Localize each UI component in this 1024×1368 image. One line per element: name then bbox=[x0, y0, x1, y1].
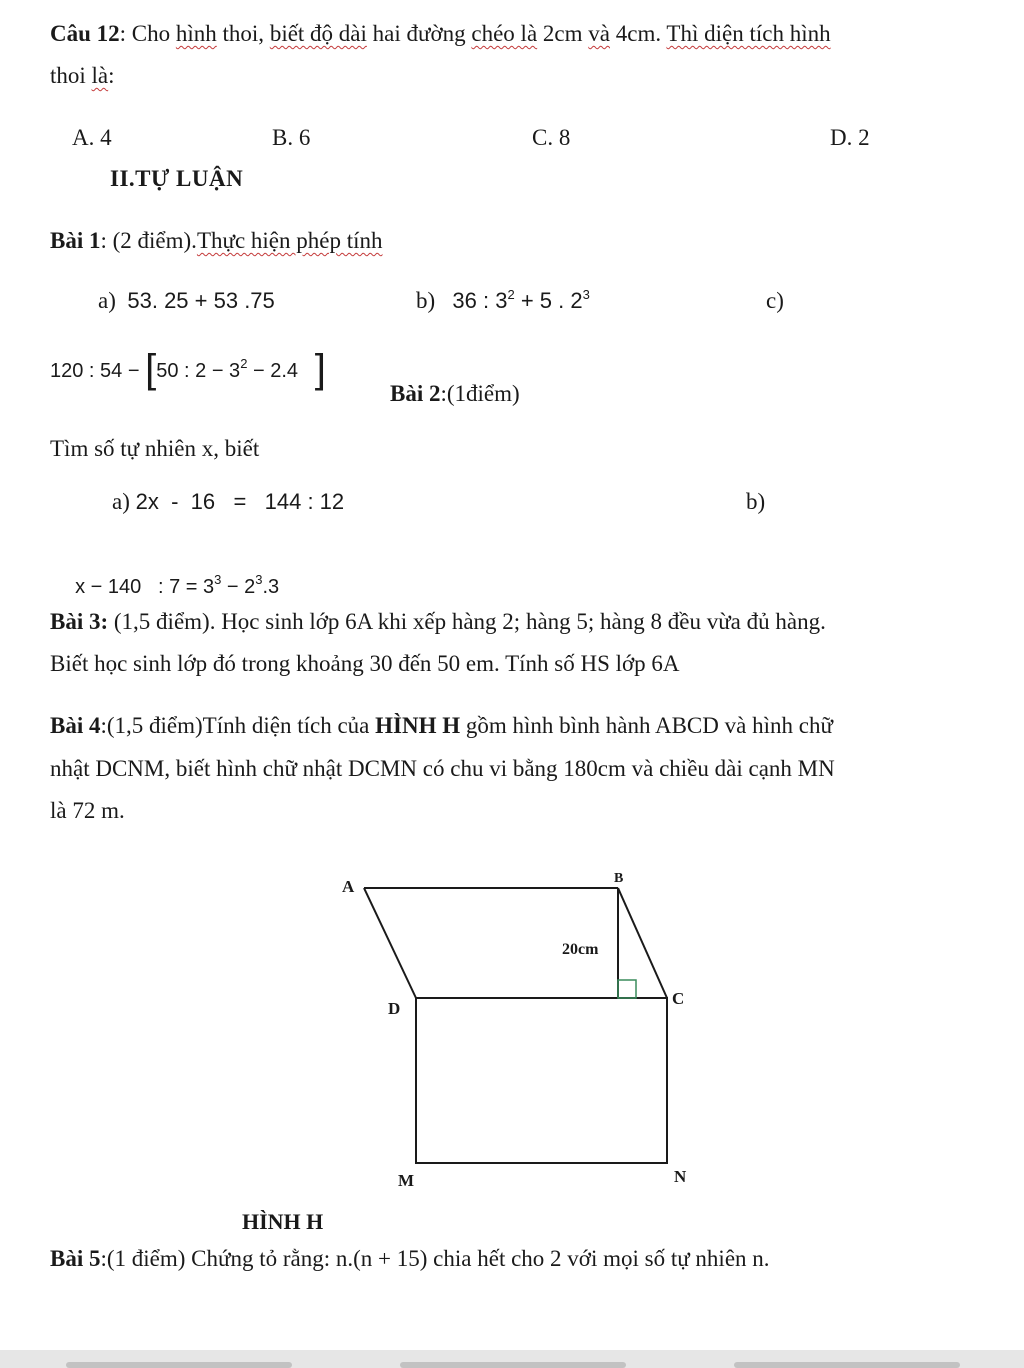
bai-3-line-1: Bài 3: (1,5 điểm). Học sinh lớp 6A khi xếp hàng 2; hàng 5; hàng 8 đều vừa đủ hàng. bbox=[50, 609, 826, 634]
vertex-n-label: N bbox=[674, 1167, 687, 1186]
section-title: II.TỰ LUẬN bbox=[110, 166, 244, 191]
vertex-b-label: B bbox=[614, 871, 624, 886]
figure-hinh-h bbox=[330, 862, 710, 1202]
vertex-m-label: M bbox=[398, 1171, 415, 1190]
bai-1-heading: Bài 1: (2 điểm).Thực hiện phép tính bbox=[50, 228, 383, 253]
bai-5-line: Bài 5:(1 điểm) Chứng tỏ rằng: n.(n + 15) chia hết cho 2 với mọi số tự nhiên n. bbox=[50, 1246, 770, 1271]
bai-2-intro: Tìm số tự nhiên x, biết bbox=[50, 436, 260, 461]
bai-1-c-label: c) bbox=[766, 288, 784, 313]
bai-1-b: b) 36 : $3^2 + 5$ . $2^3$ bbox=[416, 287, 590, 313]
option-b: B. 6 bbox=[272, 125, 311, 150]
question-12-line-2: thoi là: bbox=[50, 63, 115, 88]
bai-2-heading: Bài 2:(1điểm) bbox=[390, 381, 520, 406]
rectangle-dcnm bbox=[416, 998, 667, 1163]
bai-2-a: a) 2x - 16 = 144 : 12 bbox=[112, 489, 345, 514]
right-angle-mark bbox=[618, 980, 636, 998]
question-12-line-1: Câu 12: Cho hình thoi, biết độ dài hai đường chéo là 2cm và 4cm. Thì diện tích hình bbox=[50, 21, 831, 46]
figure-caption: HÌNH H bbox=[242, 1209, 324, 1234]
question-12-label: Câu 12 bbox=[50, 21, 120, 46]
bai-4-line-2: nhật DCNM, biết hình chữ nhật DCMN có chu vi bằng 180cm và chiều dài cạnh MN bbox=[50, 756, 835, 781]
option-d: D. 2 bbox=[830, 125, 870, 150]
bai-2-b-label: b) bbox=[746, 489, 766, 514]
bai-1-a: a) 53. 25 + 53 .75 bbox=[98, 288, 275, 313]
option-a: A. 4 bbox=[72, 125, 112, 150]
bai-4-line-1: Bài 4:(1,5 điểm)Tính diện tích của HÌNH H gồm hình bình hành ABCD và hình chữ bbox=[50, 713, 833, 738]
bai-2-b-expression: x − 140 : $7 = 3^3 - 2^3.3$ bbox=[75, 572, 280, 598]
bottom-bar-segment bbox=[66, 1362, 292, 1368]
bai-1-c-expression: 120 : 54 − [50 : $2 - 3^2 - 2.4$ ] bbox=[50, 347, 326, 391]
bottom-bar-segment bbox=[400, 1362, 626, 1368]
vertex-c-label: C bbox=[672, 989, 685, 1008]
vertex-a-label: A bbox=[342, 877, 355, 896]
bottom-bar-segment bbox=[734, 1362, 960, 1368]
bai-3-line-2: Biết học sinh lớp đó trong khoảng 30 đến 50 em. Tính số HS lớp 6A bbox=[50, 651, 680, 676]
height-label: 20cm bbox=[562, 941, 599, 958]
edge-bc bbox=[618, 888, 667, 998]
bai-4-line-3: là 72 m. bbox=[50, 798, 125, 823]
vertex-d-label: D bbox=[388, 999, 401, 1018]
option-c: C. 8 bbox=[532, 125, 571, 150]
edge-ad bbox=[364, 888, 416, 998]
